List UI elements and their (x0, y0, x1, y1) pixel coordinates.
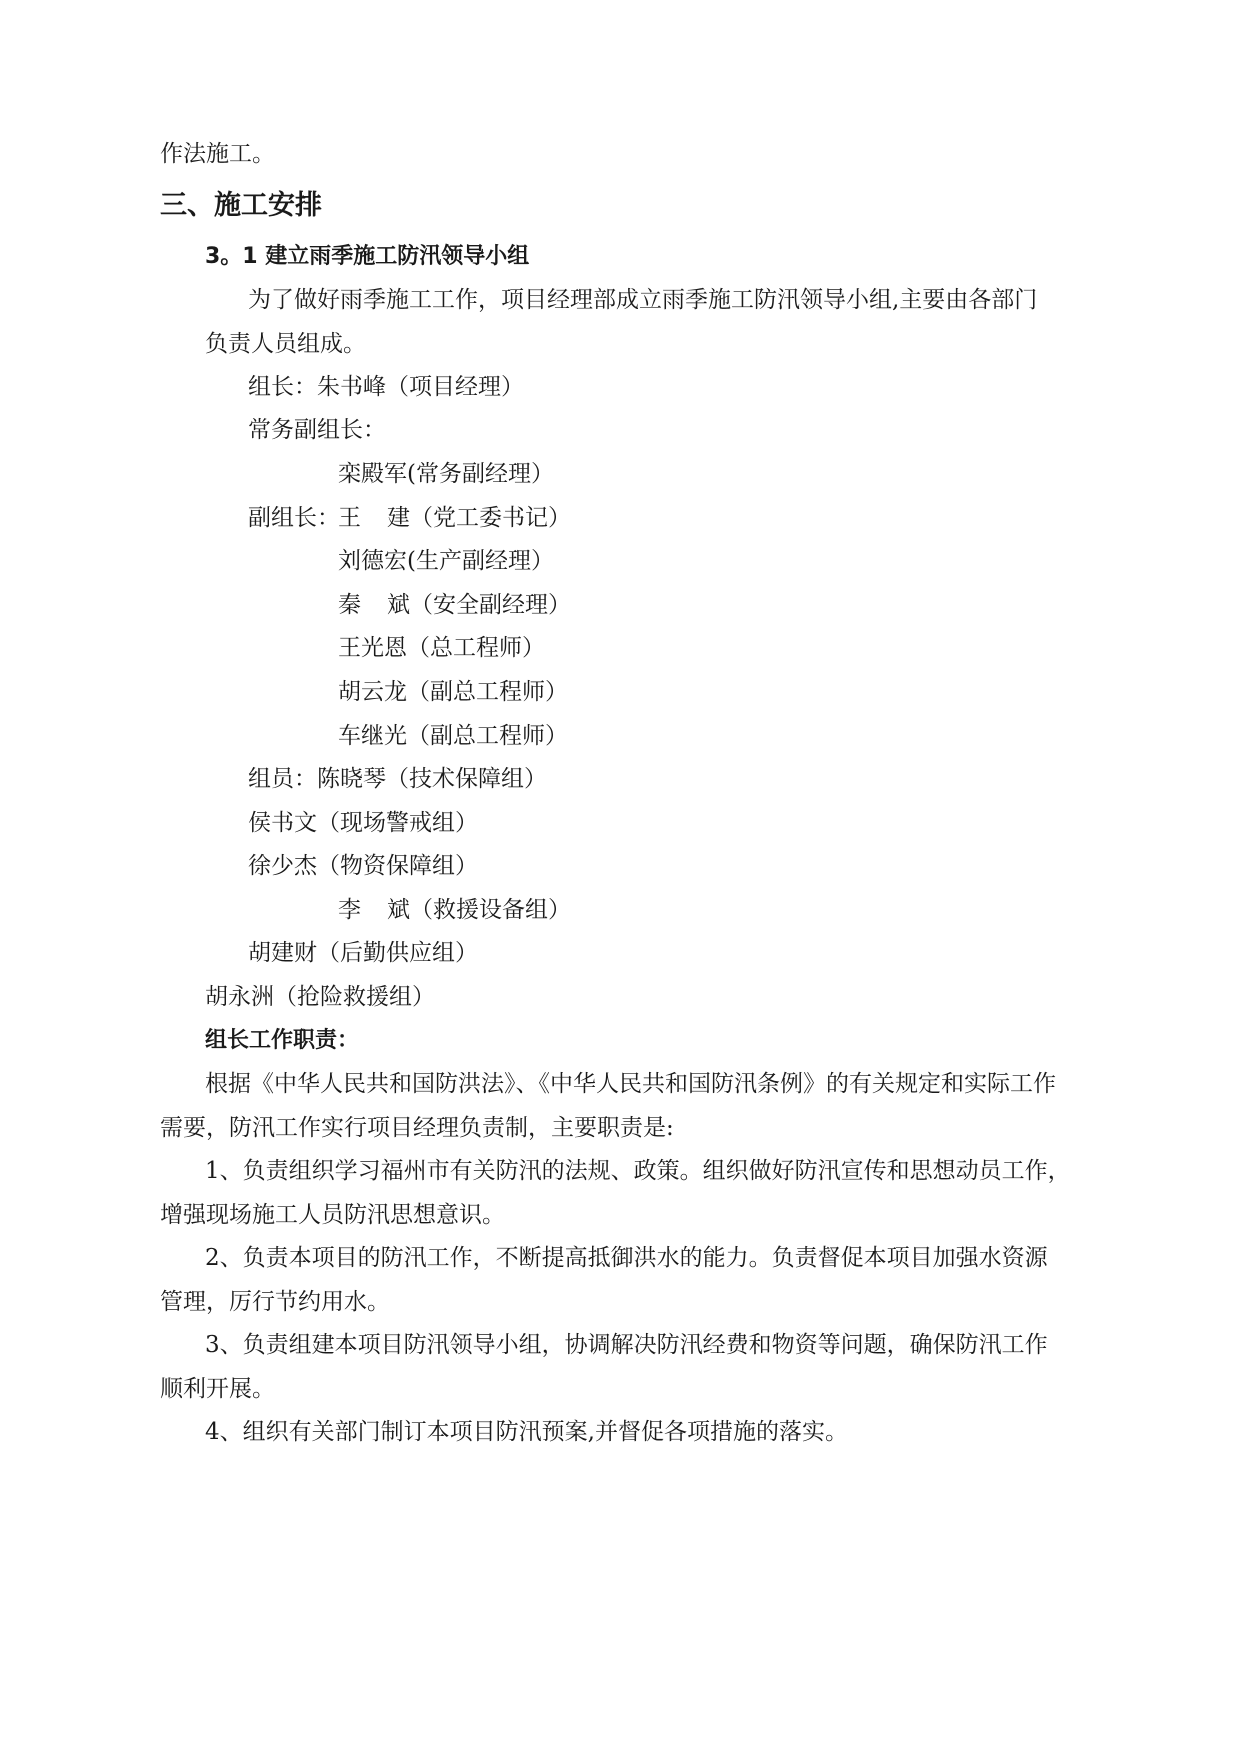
duty-4: 4、组织有关部门制订本项目防汛预案,并督促各项措施的落实。 (205, 1419, 848, 1445)
deputy-4: 王光恩（总工程师） (338, 635, 545, 661)
member-5: 胡建财（后勤供应组） (248, 940, 478, 966)
deputy-5: 胡云龙（副总工程师） (338, 679, 568, 705)
member-4-surname: 李 (338, 897, 361, 923)
intro-paragraph-line-2: 负责人员组成。 (205, 331, 366, 357)
section-heading: 三、施工安排 (160, 190, 322, 221)
duty-3-line-1: 3、负责组建本项目防汛领导小组，协调解决防汛经费和物资等问题，确保防汛工作 (205, 1332, 1048, 1358)
duty-2-line-2: 管理，厉行节约用水。 (160, 1289, 390, 1315)
deputy-label: 副组长： (248, 505, 340, 531)
deputy-3-surname: 秦 (338, 592, 361, 618)
deputy-3-given: 斌（安全副经理） (387, 592, 571, 618)
member-4-given: 斌（救援设备组） (387, 897, 571, 923)
duties-intro-line-2: 需要，防汛工作实行项目经理负责制，主要职责是: (160, 1115, 674, 1141)
duties-intro-line-1: 根据《中华人民共和国防洪法》、《中华人民共和国防汛条例》的有关规定和实际工作 (205, 1071, 1056, 1097)
deputy-3 (338, 589, 571, 621)
duty-1-line-2: 增强现场施工人员防汛思想意识。 (160, 1202, 505, 1228)
deputy-2: 刘德宏(生产副经理） (338, 548, 554, 574)
deputy-6: 车继光（副总工程师） (338, 723, 568, 749)
continuation-line: 作法施工。 (160, 141, 275, 167)
duty-1-line-1: 1、负责组织学习福州市有关防汛的法规、政策。组织做好防汛宣传和思想动员工作， (205, 1158, 1071, 1184)
exec-deputy-name: 栾殿军(常务副经理） (338, 461, 554, 487)
deputy-1-surname: 王 (338, 505, 361, 531)
subsection-heading: 3。1 建立雨季施工防汛领导小组 (205, 244, 530, 269)
member-1: 组员：陈晓琴（技术保障组） (248, 766, 547, 792)
member-6: 胡永洲（抢险救援组） (205, 984, 435, 1010)
deputy-1-given: 建（党工委书记） (387, 505, 571, 531)
member-3: 徐少杰（物资保障组） (248, 853, 478, 879)
deputy-1 (338, 502, 571, 534)
duty-2-line-1: 2、负责本项目的防汛工作，不断提高抵御洪水的能力。负责督促本项目加强水资源 (205, 1245, 1048, 1271)
member-4 (338, 894, 571, 926)
duties-heading: 组长工作职责： (205, 1028, 360, 1053)
intro-paragraph-line-1: 为了做好雨季施工工作，项目经理部成立雨季施工防汛领导小组,主要由各部门 (248, 287, 1038, 313)
leader-line: 组长：朱书峰（项目经理） (248, 374, 524, 400)
member-2: 侯书文（现场警戒组） (248, 810, 478, 836)
duty-3-line-2: 顺利开展。 (160, 1376, 275, 1402)
exec-deputy-label: 常务副组长： (248, 417, 386, 443)
